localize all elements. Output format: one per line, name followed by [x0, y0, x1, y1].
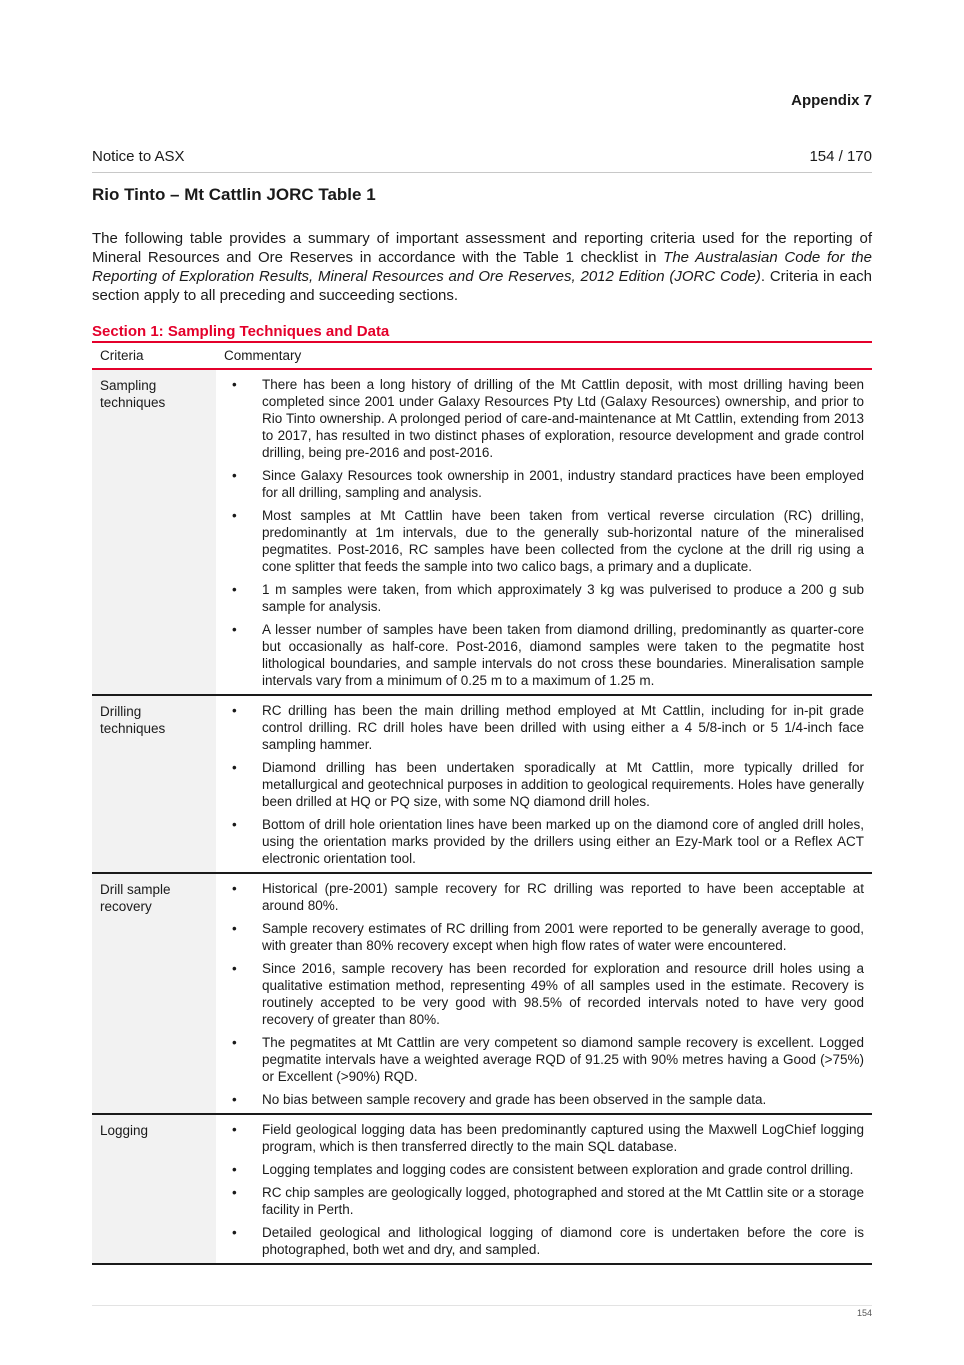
commentary-bullet: [224, 581, 864, 615]
commentary-cell: [216, 1114, 872, 1264]
bullet-text: There has been a long history of drilling of the Mt Cattlin deposit, with most drilling having been completed since 2001 under Galaxy Resources Pty Ltd (Galaxy Resources) ownership, and prior to Rio Tinto ownership. A prolonged period of care-and-maintenance at Mt Cattlin, extending from 2013 to 2017, has resulted in two distinct phases of exploration, resource development and grade control drilling, being pre-2016 and post-2016.: [262, 377, 864, 460]
bullet-text: Bottom of drill hole orientation lines have been marked up on the diamond core of angled drill holes, using the orientation marks provided by the drillers using either an Ezy-Mark tool or a Reflex ACT electronic orientation tool.: [262, 817, 864, 866]
bullet-icon: •: [232, 1122, 237, 1137]
commentary-cell: [216, 695, 872, 873]
commentary-bullet: [224, 1121, 864, 1155]
bullet-text: No bias between sample recovery and grade has been observed in the sample data.: [262, 1092, 767, 1107]
bullet-text: Field geological logging data has been predominantly captured using the Maxwell LogChief logging program, which is then transferred directly to the main SQL database.: [262, 1122, 864, 1154]
bullet-text: Detailed geological and lithological logging of diamond core is undertaken before the core is photographed, both wet and dry, and sampled.: [262, 1225, 864, 1257]
commentary-bullet: [224, 376, 864, 461]
bullet-text: Since 2016, sample recovery has been recorded for exploration and resource drill holes using a qualitative estimation method, representing 49% of all samples used in the estimate. Recovery is routinely accepted to be very good with 98.5% of recorded intervals noted to have very good recovery of greater than 80%.: [262, 961, 864, 1027]
page-count: 154 / 170: [809, 148, 872, 165]
bullet-icon: •: [232, 1162, 237, 1177]
commentary-bullet: [224, 880, 864, 914]
jorc-table: [92, 343, 872, 1265]
intro-paragraph: [92, 229, 872, 305]
criteria-header: Criteria: [92, 343, 216, 369]
jorc-code-title: The Australasian Code for the Reporting of Exploration Results, Mineral Resources and Ore Reserves, 2012 Edition (JORC Code): [92, 249, 872, 285]
bullet-text: The pegmatites at Mt Cattlin are very competent so diamond sample recovery is excellent. Logged pegmatite intervals have a weighted average RQD of 91.25 with 90% metres having a Good (>75%) or Excellent (>90%) RQD.: [262, 1035, 864, 1084]
intro-text-end: . Criteria in each section apply to all preceding and succeeding sections.: [92, 268, 872, 304]
criteria-cell: Logging: [92, 1114, 216, 1264]
commentary-bullet: [224, 467, 864, 501]
commentary-bullet: [224, 1034, 864, 1085]
footer-page-number: 154: [856, 1308, 872, 1318]
bullet-text: RC chip samples are geologically logged, photographed and stored at the Mt Cattlin site or a storage facility in Perth.: [262, 1185, 864, 1217]
commentary-bullet: [224, 621, 864, 689]
bullet-text: RC drilling has been the main drilling method employed at Mt Cattlin, including for in-pit grade control drilling. RC drill holes have been drilled with using either a 4 5/8-inch or 5 1/4-inch face sampling hammer.: [262, 703, 864, 752]
criteria-cell: Drilling techniques: [92, 695, 216, 873]
bullet-icon: •: [232, 961, 237, 976]
bullet-icon: •: [232, 817, 237, 832]
bullet-icon: •: [232, 703, 237, 718]
bullet-text: Logging templates and logging codes are consistent between exploration and grade control drilling.: [262, 1162, 854, 1177]
intro-text-start: The following table provides a summary of important assessment and reporting criteria used for the reporting of Mineral Resources and Ore Reserves in accordance with the Table 1 checklist in: [92, 230, 872, 266]
table-row: [92, 873, 872, 1114]
section-heading: Section 1: Sampling Techniques and Data: [92, 323, 872, 343]
bullet-icon: •: [232, 1092, 237, 1107]
notice-label: Notice to ASX: [92, 148, 185, 165]
commentary-bullet: [224, 920, 864, 954]
bullet-text: 1 m samples were taken, from which approximately 3 kg was pulverised to produce a 200 g sub sample for analysis.: [262, 582, 864, 614]
commentary-bullet: [224, 1091, 864, 1108]
bullet-icon: •: [232, 1225, 237, 1240]
bullet-text: A lesser number of samples have been taken from diamond drilling, predominantly as quarter-core but occasionally as half-core. Post-2016, diamond samples were taken to the pegmatite host lithological boundaries, and sample intervals do not cross these boundaries. Mineralisation sample intervals vary from a minimum of 0.25 m to a maximum of 1.25 m.: [262, 622, 864, 688]
bullet-text: Historical (pre-2001) sample recovery for RC drilling was reported to have been acceptable at around 80%.: [262, 881, 864, 913]
bullet-icon: •: [232, 508, 237, 523]
commentary-bullet: [224, 759, 864, 810]
commentary-bullet: [224, 702, 864, 753]
commentary-bullet: [224, 1184, 864, 1218]
bullet-text: Diamond drilling has been undertaken sporadically at Mt Cattlin, more typically drilled for metallurgical and geotechnical purposes in addition to geological requirements. Holes have generally been drilled at HQ or PQ size, with some NQ diamond drill holes.: [262, 760, 864, 809]
bullet-icon: •: [232, 760, 237, 775]
bullet-text: Most samples at Mt Cattlin have been taken from vertical reverse circulation (RC) drilling, predominantly at 1m intervals, due to the generally sub-horizontal nature of the mineralised pegmatites. Post-2016, RC samples have been collected from the cyclone at the drill rig using a cone splitter that feeds the sample into two calico bags, a primary and a duplicate.: [262, 508, 864, 574]
commentary-bullet: [224, 816, 864, 867]
bullet-icon: •: [232, 881, 237, 896]
bullet-icon: •: [232, 468, 237, 483]
table-row: [92, 1114, 872, 1264]
table-row: [92, 369, 872, 695]
criteria-cell: Drill sample recovery: [92, 873, 216, 1114]
bullet-icon: •: [232, 377, 237, 392]
commentary-bullet: [224, 507, 864, 575]
appendix-label: Appendix 7: [791, 92, 872, 109]
page-header: [92, 148, 872, 173]
document-title: Rio Tinto – Mt Cattlin JORC Table 1: [92, 185, 376, 204]
bullet-icon: •: [232, 1035, 237, 1050]
commentary-cell: [216, 873, 872, 1114]
criteria-cell: Sampling techniques: [92, 369, 216, 695]
bullet-icon: •: [232, 582, 237, 597]
bullet-text: Since Galaxy Resources took ownership in 2001, industry standard practices have been employed for all drilling, sampling and analysis.: [262, 468, 864, 500]
table-row: [92, 695, 872, 873]
bullet-text: Sample recovery estimates of RC drilling from 2001 were reported to be generally average to good, with greater than 80% recovery except when high flow rates of water were encountered.: [262, 921, 864, 953]
bullet-icon: •: [232, 622, 237, 637]
commentary-bullet: [224, 960, 864, 1028]
footer-divider: [92, 1305, 872, 1306]
commentary-bullet: [224, 1161, 864, 1178]
bullet-icon: •: [232, 1185, 237, 1200]
table-header-row: [92, 343, 872, 369]
commentary-cell: [216, 369, 872, 695]
commentary-bullet: [224, 1224, 864, 1258]
commentary-header: Commentary: [216, 343, 872, 369]
bullet-icon: •: [232, 921, 237, 936]
